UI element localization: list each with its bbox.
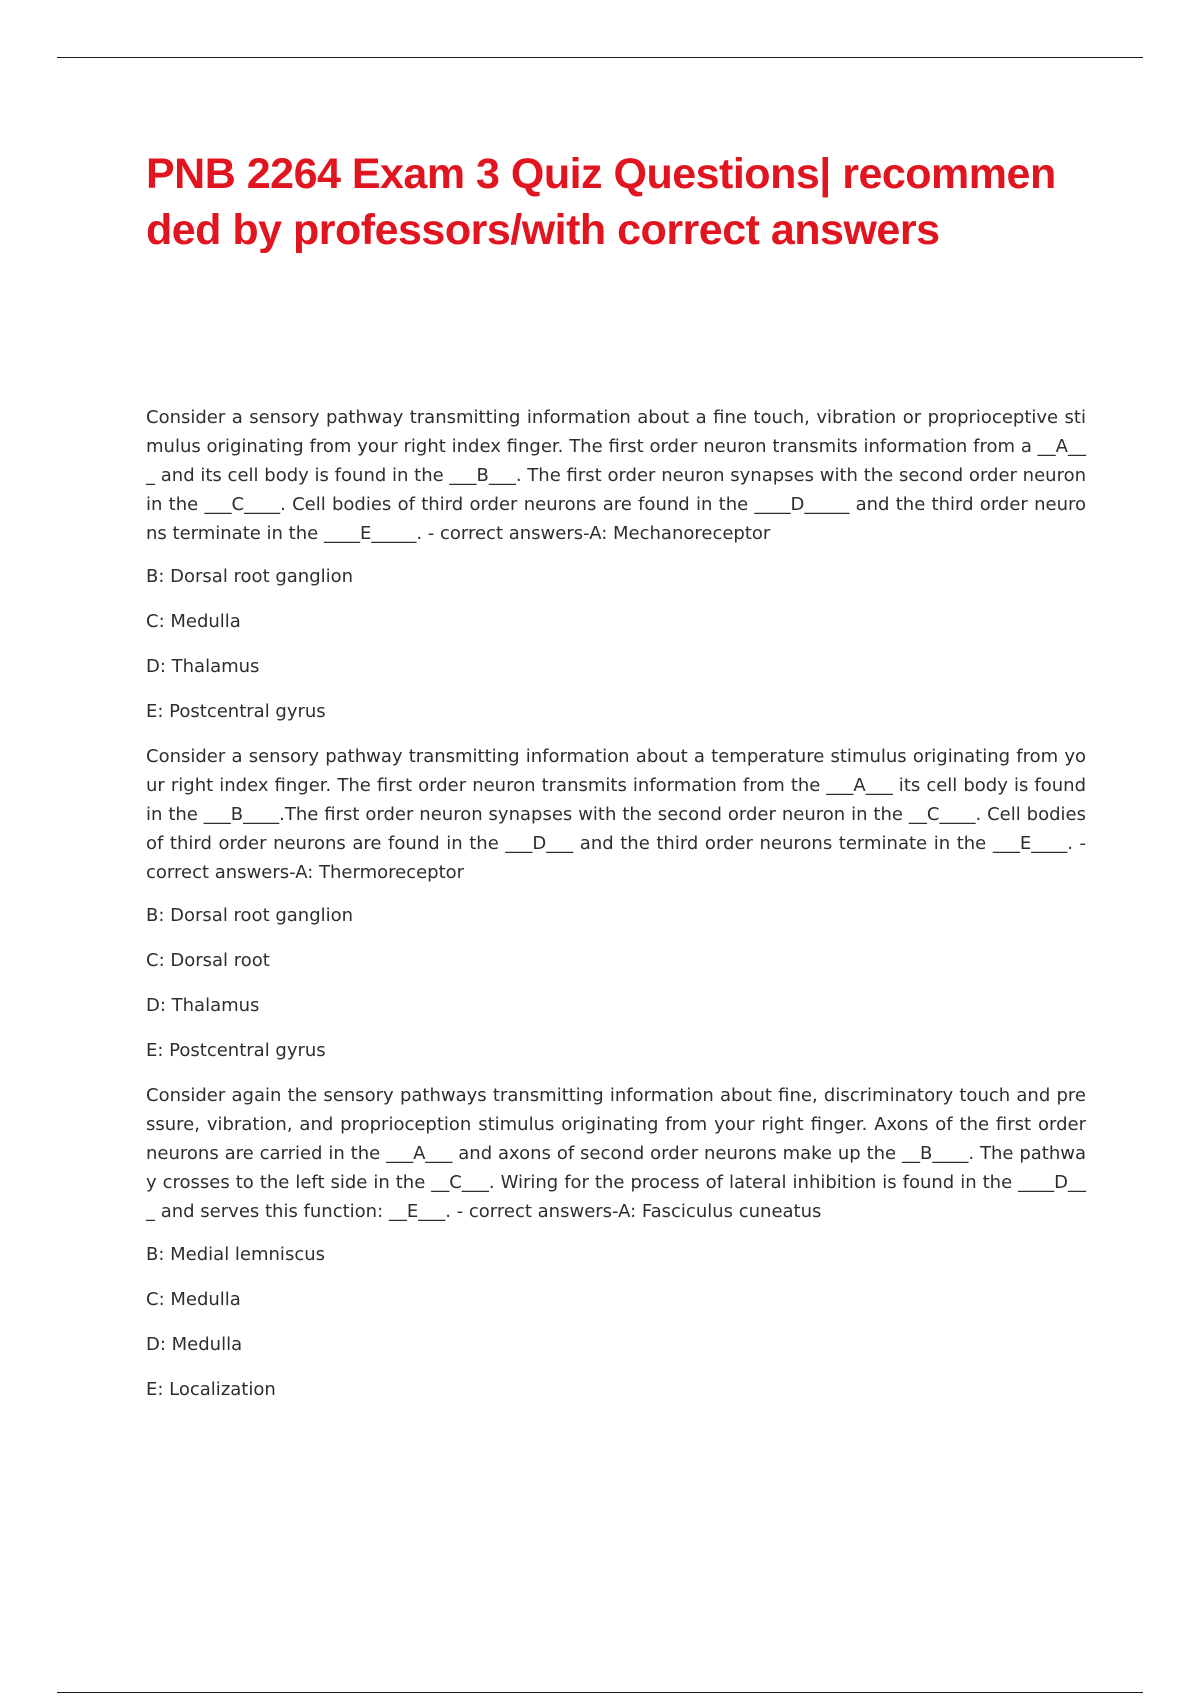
- question-block-3: [146, 1081, 1086, 1404]
- question-block-2: [146, 742, 1086, 1065]
- answer-line: B: Dorsal root ganglion: [146, 566, 354, 587]
- answer-line: C: Dorsal root: [146, 950, 270, 971]
- top-rule: [57, 57, 1143, 58]
- answer-line: C: Medulla: [146, 1289, 241, 1310]
- question-text: Consider a sensory pathway transmitting information about a temperature stimulus originating from your right index finger. The first order neuron transmits information from the ___A___ its cell body is found in the ___B____.The first order neuron synapses with the second order neuron in the __C____. Cell bodies of third order neurons are found in the ___D___ and the third order neurons terminate in the ___E____. - correct answers-A: Thermoreceptor: [146, 746, 1086, 883]
- answer-line: E: Postcentral gyrus: [146, 1040, 326, 1061]
- document-title: PNB 2264 Exam 3 Quiz Questions| recommended by professors/with correct answers: [146, 150, 1056, 254]
- document-body: [146, 403, 1086, 1420]
- answer-line: C: Medulla: [146, 611, 241, 632]
- answer-line: D: Thalamus: [146, 656, 260, 677]
- answer-line: E: Localization: [146, 1379, 276, 1400]
- answer-line: D: Thalamus: [146, 995, 260, 1016]
- answer-line: D: Medulla: [146, 1334, 243, 1355]
- answer-line: B: Dorsal root ganglion: [146, 905, 354, 926]
- answer-line: B: Medial lemniscus: [146, 1244, 325, 1265]
- question-block-1: [146, 403, 1086, 726]
- question-text: Consider again the sensory pathways transmitting information about fine, discriminatory touch and pressure, vibration, and proprioception stimulus originating from your right finger. Axons of the first order neurons are carried in the ___A___ and axons of second order neurons make up the __B____. The pathway crosses to the left side in the __C___. Wiring for the process of lateral inhibition is found in the ____D___ and serves this function: __E___. - correct answers-A: Fasciculus cuneatus: [146, 1085, 1086, 1222]
- question-text: Consider a sensory pathway transmitting information about a fine touch, vibration or proprioceptive stimulus originating from your right index finger. The first order neuron transmits information from a __A___ and its cell body is found in the ___B___. The first order neuron synapses with the second order neuron in the ___C____. Cell bodies of third order neurons are found in the ____D_____ and the third order neurons terminate in the ____E_____. - correct answers-A: Mechanoreceptor: [146, 407, 1086, 544]
- bottom-rule: [57, 1692, 1143, 1693]
- answer-line: E: Postcentral gyrus: [146, 701, 326, 722]
